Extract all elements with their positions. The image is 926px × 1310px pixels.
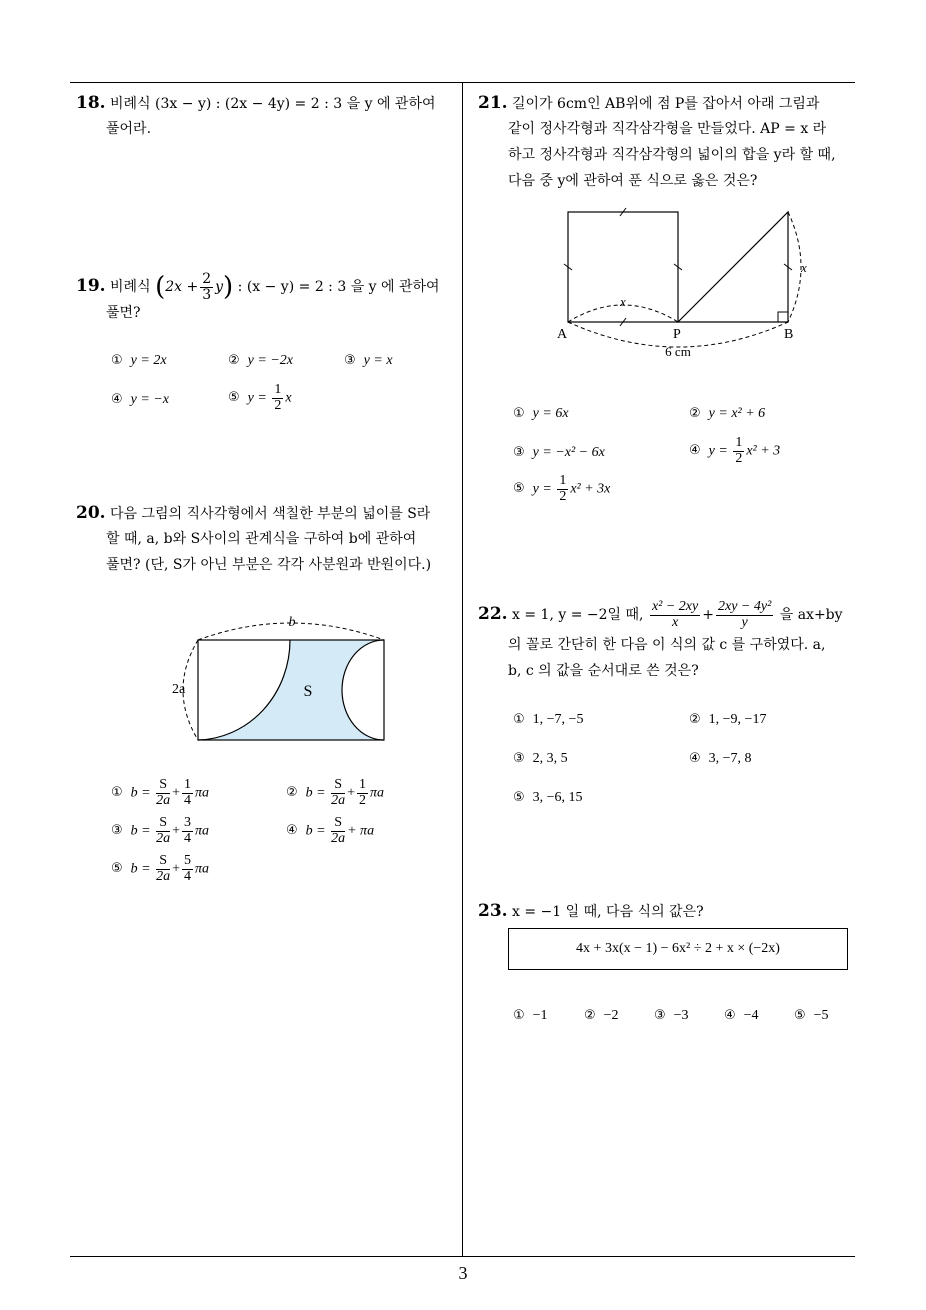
- question-21-line3: 하고 정사각형과 직각삼각형의 넓이의 합을 y라 할 때,: [508, 147, 836, 163]
- expr-part: 2x +: [165, 279, 199, 295]
- question-text-rest: : (x − y) = 2 : 3 을 y 에 관하여: [237, 279, 440, 295]
- question-number: 18.: [76, 93, 106, 113]
- question-20-line3: 풀면? (단, S가 아닌 부분은 각각 사분원과 반원이다.): [106, 557, 432, 573]
- q21-figure: [548, 200, 828, 360]
- q20-figure: [168, 612, 408, 752]
- label-x-ap: x: [620, 294, 626, 309]
- question-18-line2: 풀어라.: [106, 121, 152, 137]
- label-2a: 2a: [172, 682, 186, 697]
- dimension-arc-left: [183, 640, 198, 740]
- q23-option-2[interactable]: ② −2: [584, 1008, 619, 1023]
- label-b: B: [784, 327, 794, 342]
- q23-option-1[interactable]: ① −1: [513, 1008, 548, 1023]
- label-s: S: [303, 683, 313, 700]
- question-number: 19.: [76, 276, 106, 296]
- fraction-1: $\frac{\text{x² − 2xy}}{x}$: [651, 598, 699, 630]
- question-21: [478, 90, 819, 117]
- question-20: [76, 500, 430, 527]
- question-text: 길이가 6cm인 AB위에 점 P를 잡아서 아래 그림과: [512, 96, 820, 112]
- q19-option-4[interactable]: ④ y = −x: [111, 392, 169, 407]
- dimension-arc-bx: [788, 212, 801, 322]
- question-18: [76, 90, 436, 117]
- question-22: 22. x = 1, y = −2일 때, $\frac{\text{x² − 2xy}}{x}$ + $\frac{\text{2xy − 4y²}}{y}$ 을 ax+by: [478, 598, 843, 630]
- question-number: 21.: [478, 93, 508, 113]
- question-text: x = −1 일 때, 다음 식의 값은?: [512, 904, 704, 920]
- question-text: 다음 그림의 직사각형에서 색칠한 부분의 넓이를 S라: [110, 506, 431, 522]
- q20-option-5[interactable]: ⑤ b = $\frac{S}{2a}$ + $\frac{5}{4}$ πa: [111, 853, 210, 884]
- expr-part: y: [215, 279, 224, 295]
- q22-option-2[interactable]: ② 1, −9, −17: [689, 712, 767, 727]
- q21-option-2[interactable]: ② y = x² + 6: [689, 406, 766, 421]
- q21-option-5[interactable]: ⑤ y = $\frac{1}{2}$ x² + 3x: [513, 473, 611, 504]
- label-a: A: [557, 327, 568, 342]
- question-number: 23.: [478, 901, 508, 921]
- q19-option-1[interactable]: ① y = 2x: [111, 353, 167, 368]
- q23-option-5[interactable]: ⑤ −5: [794, 1008, 829, 1023]
- question-number: 22.: [478, 604, 508, 624]
- label-p: P: [673, 327, 681, 342]
- question-21-line2: 같이 정사각형과 직각삼각형을 만들었다. AP = x 라: [508, 121, 827, 137]
- question-number: 20.: [76, 503, 106, 523]
- q20-option-1[interactable]: ① b = $\frac{S}{2a}$ + $\frac{1}{4}$ πa: [111, 777, 210, 808]
- q22-option-5[interactable]: ⑤ 3, −6, 15: [513, 790, 583, 805]
- q23-option-4[interactable]: ④ −4: [724, 1008, 759, 1023]
- label-b: b: [288, 615, 296, 630]
- q21-option-3[interactable]: ③ y = −x² − 6x: [513, 445, 605, 460]
- q20-option-4[interactable]: ④ b = $\frac{S}{2a}$ + πa: [286, 815, 375, 846]
- expression-box: 4x + 3x(x − 1) − 6x² ÷ 2 + x × (−2x): [508, 928, 848, 970]
- shaded-region: [198, 640, 384, 740]
- question-21-line4: 다음 중 y에 관하여 푼 식으로 옳은 것은?: [508, 173, 758, 189]
- right-angle-mark: [778, 312, 788, 322]
- question-19: 19. 비례식 (2x + $\frac{2}{3}$ y) : (x − y) = 2 : 3 을 y 에 관하여: [76, 270, 440, 303]
- q21-option-1[interactable]: ① y = 6x: [513, 406, 569, 421]
- question-text: 비례식: [110, 279, 151, 295]
- question-22-line3: b, c 의 값을 순서대로 쓴 것은?: [508, 663, 699, 679]
- page-number: 3: [458, 1263, 468, 1283]
- question-text: x = 1, y = −2일 때,: [512, 607, 644, 623]
- q22-option-3[interactable]: ③ 2, 3, 5: [513, 751, 568, 766]
- q22-option-1[interactable]: ① 1, −7, −5: [513, 712, 584, 727]
- column-divider: [462, 82, 463, 1257]
- label-length: 6 cm: [665, 344, 691, 359]
- question-19-line2: 풀면?: [106, 305, 141, 321]
- question-text-post: 을 ax+by: [779, 607, 843, 623]
- question-20-line2: 할 때, a, b와 S사이의 관계식을 구하여 b에 관하여: [106, 531, 417, 547]
- fraction-2: $\frac{\text{2xy − 4y²}}{y}$: [717, 598, 772, 630]
- right-triangle: [678, 212, 788, 322]
- q19-option-3[interactable]: ③ y = x: [344, 353, 393, 368]
- bottom-rule: [70, 1256, 855, 1257]
- q21-option-4[interactable]: ④ y = $\frac{1}{2}$ x² + 3: [689, 435, 781, 466]
- q20-option-2[interactable]: ② b = $\frac{S}{2a}$ + $\frac{1}{2}$ πa: [286, 777, 385, 808]
- question-23: [478, 898, 704, 925]
- q20-option-3[interactable]: ③ b = $\frac{S}{2a}$ + $\frac{3}{4}$ πa: [111, 815, 210, 846]
- question-text: 비례식 (3x − y) : (2x − 4y) = 2 : 3 을 y 에 관하여: [110, 96, 436, 112]
- fraction: $\frac{2}{3}$: [202, 270, 212, 303]
- q19-option-5[interactable]: ⑤ y = $\frac{1}{2}$ x: [228, 382, 292, 413]
- q23-option-3[interactable]: ③ −3: [654, 1008, 689, 1023]
- q22-option-4[interactable]: ④ 3, −7, 8: [689, 751, 752, 766]
- label-x-bp: x: [801, 260, 807, 275]
- q19-option-2[interactable]: ② y = −2x: [228, 353, 293, 368]
- question-22-line2: 의 꼴로 간단히 한 다음 이 식의 값 c 를 구하였다. a,: [508, 637, 826, 653]
